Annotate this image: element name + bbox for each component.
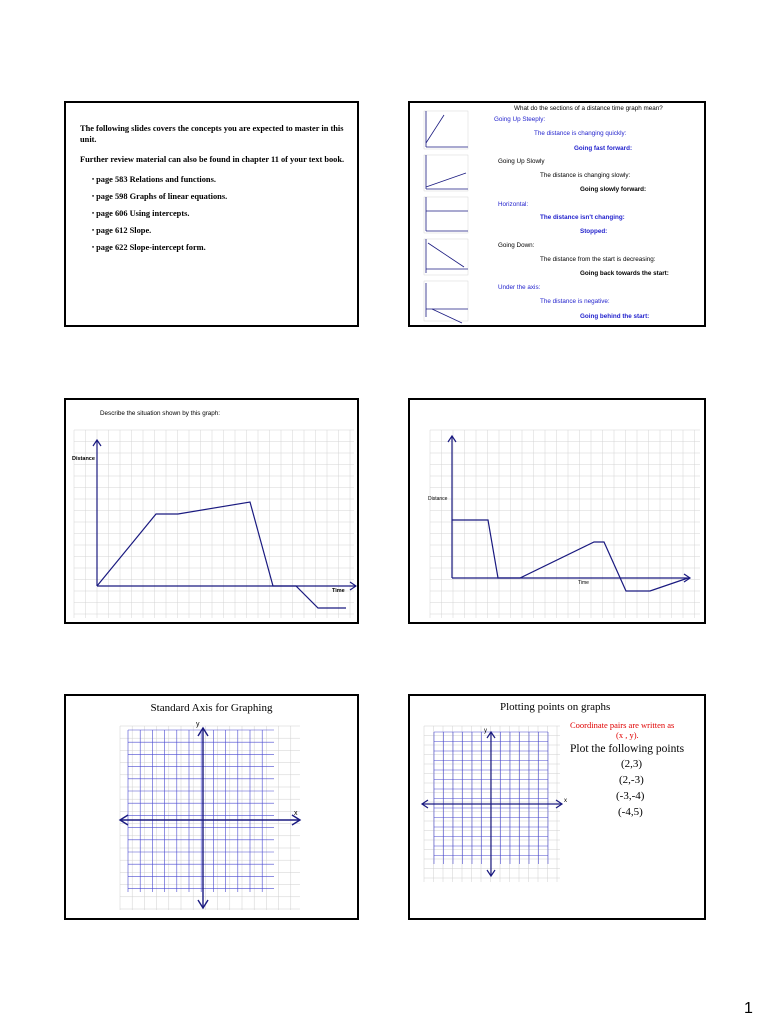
steep-label: Going Up Steeply:	[494, 116, 546, 123]
steep-meaning: Going fast forward:	[574, 145, 633, 152]
slide-2	[408, 101, 706, 327]
standard-axis	[66, 696, 359, 920]
distance-time-graph-1	[66, 400, 359, 624]
point-1: (2,3)	[621, 758, 643, 770]
plot-instruction: Plot the following points	[570, 743, 685, 755]
x-axis-label: Time	[332, 588, 345, 594]
x-axis-label: x	[294, 810, 298, 817]
topic-list	[80, 174, 350, 254]
slide-2-title: What do the sections of a distance time graph mean?	[514, 105, 663, 112]
down-meaning: Going back towards the start:	[580, 270, 669, 277]
slide-5-title: Standard Axis for Graphing	[150, 702, 273, 714]
x-axis-label: Time	[578, 580, 589, 586]
list-item: • page 583 Relations and functions.	[92, 174, 350, 186]
list-item: • page 606 Using intercepts.	[92, 208, 350, 220]
review-paragraph: Further review material can also be found in chapter 11 of your text book.	[80, 155, 345, 164]
horizontal-meaning: Stopped:	[580, 228, 608, 235]
slide-6-title: Plotting points on graphs	[500, 701, 611, 713]
y-axis-label: Distance	[428, 496, 448, 502]
point-2: (2,-3)	[619, 774, 644, 786]
point-3: (-3,-4)	[616, 790, 645, 802]
y-axis-label: Distance	[72, 456, 95, 462]
distance-time-graph-2	[410, 400, 706, 624]
intro-paragraph: The following slides covers the concepts you are expected to master in this unit.	[80, 124, 344, 144]
horizontal-label: Horizontal:	[498, 201, 529, 208]
under-desc: The distance is negative:	[540, 298, 610, 305]
under-meaning: Going behind the start:	[580, 313, 650, 320]
slide-6	[408, 694, 706, 920]
y-axis-label: y	[196, 721, 200, 728]
slow-desc: The distance is changing slowly:	[540, 172, 631, 179]
graph-prompt: Describe the situation shown by this graph:	[100, 410, 221, 417]
coordinate-note-line2: (x , y).	[616, 730, 639, 740]
slide-5	[64, 694, 359, 920]
slide-1	[64, 101, 359, 327]
list-item: • page 612 Slope.	[92, 225, 350, 237]
slide-3	[64, 398, 359, 624]
slide-4	[408, 398, 706, 624]
graph-line	[97, 502, 346, 608]
slow-meaning: Going slowly forward:	[580, 186, 647, 193]
x-axis-label: x	[564, 798, 567, 804]
list-item: • page 598 Graphs of linear equations.	[92, 191, 350, 203]
down-label: Going Down:	[498, 242, 535, 249]
slow-label: Going Up Slowly	[498, 158, 545, 165]
under-label: Under the axis:	[498, 284, 541, 291]
list-item: • page 622 Slope-intercept form.	[92, 242, 350, 254]
down-desc: The distance from the start is decreasing:	[540, 256, 656, 263]
horizontal-desc: The distance isn't changing:	[540, 214, 625, 221]
steep-desc: The distance is changing quickly:	[534, 130, 627, 137]
coordinate-note-line1: Coordinate pairs are written as	[570, 720, 675, 730]
y-axis-label: y	[484, 728, 487, 734]
slide-1-text	[80, 123, 350, 259]
page-number: 1	[744, 1000, 753, 1017]
point-4: (-4,5)	[618, 806, 643, 818]
